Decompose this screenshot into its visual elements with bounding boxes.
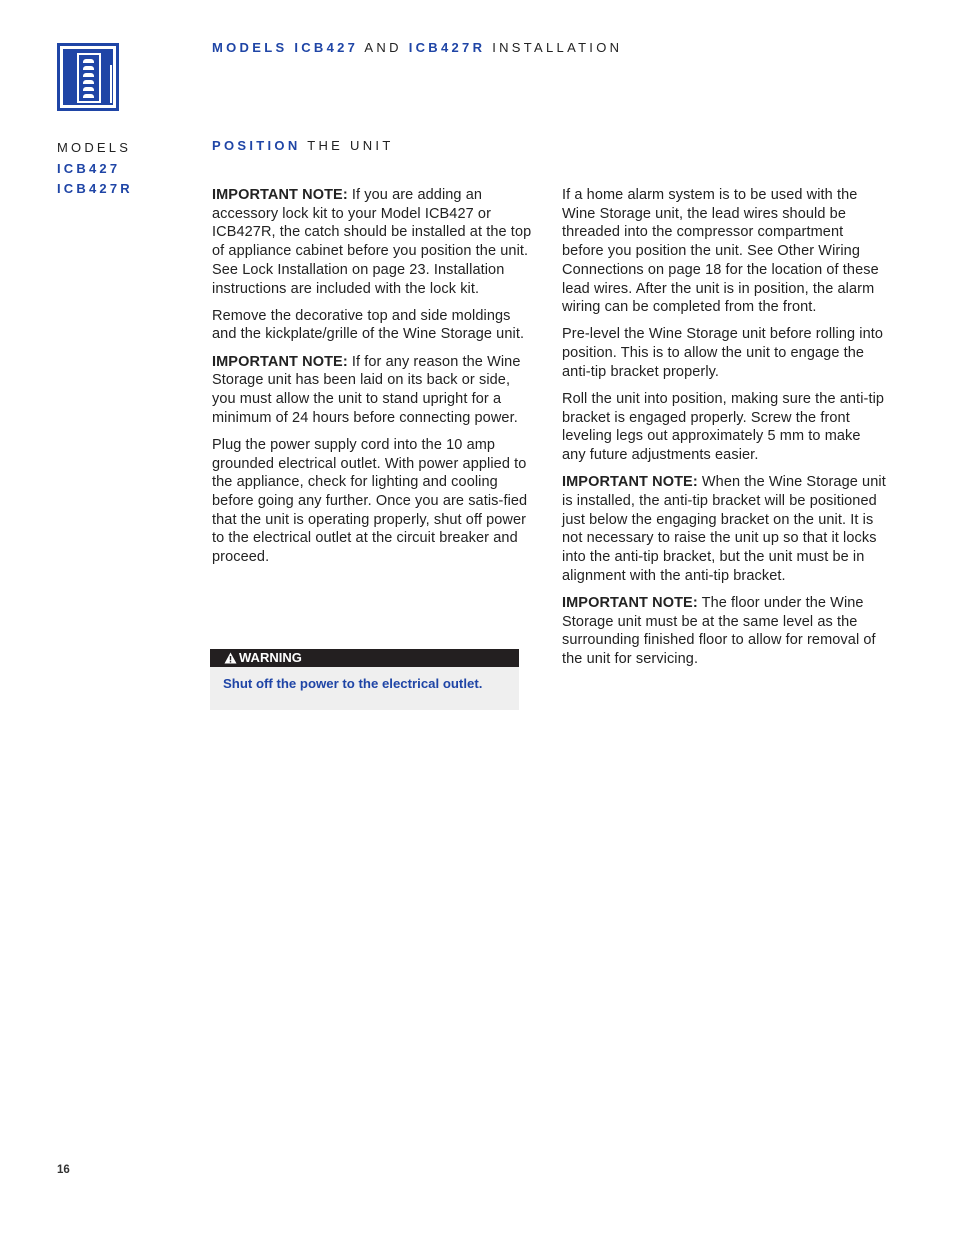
left-paragraph-4: Plug the power supply cord into the 10 amp grounded electrical outlet. With power applied to the appliance, check for lighting and cooling before going any further. Once you are satis-fied that the unit is operating properly, shut off power to the electrical outlet at the circuit breaker and proceed. <box>212 436 528 566</box>
important-note-label: IMPORTANT NOTE: <box>562 595 698 612</box>
warning-label: WARNING <box>239 650 302 665</box>
warning-bar <box>210 649 519 667</box>
warning-message: Shut off the power to the electrical outlet. <box>223 676 483 691</box>
right-paragraph-5-text: The floor under the Wine Storage unit must be at the same level as the surrounding finished floor to allow for removal of the unit for servicing. <box>562 595 876 668</box>
page-number: 16 <box>57 1164 70 1176</box>
header-and: AND <box>364 40 402 55</box>
warning-box <box>210 649 519 710</box>
left-paragraph-1 <box>212 186 537 298</box>
sidebar-label: MODELS <box>57 140 132 155</box>
sidebar-model-icb427: ICB427 <box>57 160 121 176</box>
right-paragraph-5 <box>562 594 887 669</box>
important-note-label: IMPORTANT NOTE: <box>212 353 348 370</box>
right-paragraph-4-text: When the Wine Storage unit is installed, the anti-tip bracket will be positioned just below the engaging bracket on the unit. It is not necessary to raise the unit up so that it locks into the anti-tip bracket, but the unit must be in alignment with the anti-tip bracket. <box>562 474 886 584</box>
section-title-bold: POSITION <box>212 138 301 153</box>
important-note-label: IMPORTANT NOTE: <box>562 474 698 491</box>
right-paragraph-3: Roll the unit into position, making sure the anti-tip bracket is engaged properly. Screw the front leveling legs out approximately 5 mm to make any future adjustments easier. <box>562 391 885 464</box>
header-icb427r: ICB427R <box>408 40 486 55</box>
page-header <box>212 40 622 55</box>
left-paragraph-3 <box>212 353 537 428</box>
wine-storage-logo-icon <box>57 43 119 111</box>
important-note-label: IMPORTANT NOTE: <box>212 187 348 203</box>
left-paragraph-1-text: If you are adding an accessory lock kit to your Model ICB427 or ICB427R, the catch should be installed at the top of appliance cabinet before you position the unit. See Lock Installation on page 23. Installation instructions are included with the lock kit. <box>212 187 532 297</box>
right-paragraph-1: If a home alarm system is to be used with the Wine Storage unit, the lead wires should be threaded into the compressor compartment before you position the unit. See Other Wiring Connections on page 18 for the location of these lead wires. After the unit is in position, the alarm wiring can be completed from the front. <box>562 187 879 316</box>
section-title <box>212 138 394 153</box>
right-paragraph-4 <box>562 473 887 585</box>
sidebar-models <box>57 138 133 200</box>
left-column <box>212 186 537 575</box>
left-paragraph-2: Remove the decorative top and side moldings and the kickplate/grille of the Wine Storage unit. <box>212 307 525 343</box>
header-models-icb427: MODELS ICB427 <box>212 40 359 55</box>
warning-triangle-icon <box>224 652 237 664</box>
section-title-rest: THE UNIT <box>307 138 394 153</box>
sidebar-model-icb427r: ICB427R <box>57 181 133 196</box>
left-paragraph-3-text: If for any reason the Wine Storage unit has been laid on its back or side, you must allow the unit to stand upright for a minimum of 24 hours before connecting power. <box>212 353 521 426</box>
right-column <box>562 186 887 677</box>
right-paragraph-2: Pre-level the Wine Storage unit before rolling into position. This is to allow the unit to engage the anti-tip bracket properly. <box>562 326 884 380</box>
header-installation: INSTALLATION <box>492 40 623 55</box>
